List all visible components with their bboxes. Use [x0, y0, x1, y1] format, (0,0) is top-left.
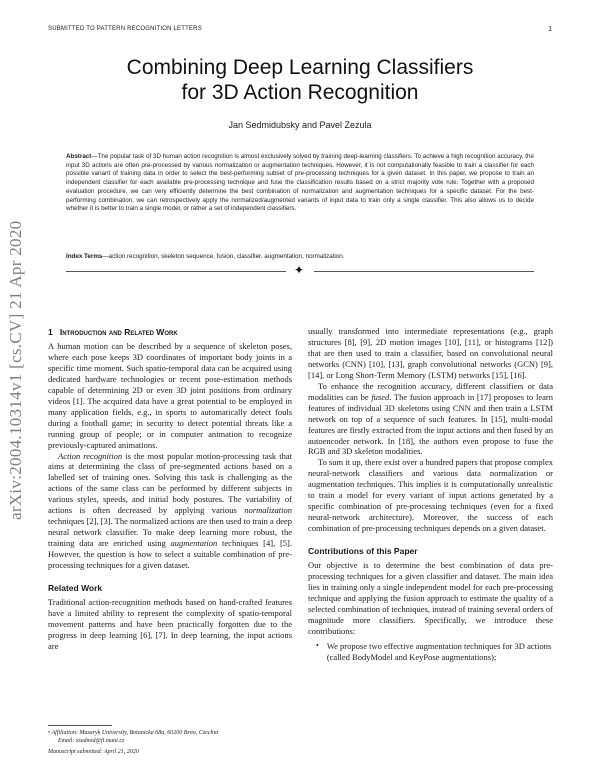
intro-paragraph-1: A human motion can be described by a sequence of skeleton poses, where each pose keeps 3D coordinates of important body joints in a specific time moment. Such spatio-temporal data can be acquired using dedicated hardware technologies or recent pose-estimation methods capable of determining 2D or even 3D joint positions from ordinary videos [1]. The acquired data have a great potential to be employed in many application fields, e.g., in sports to automatically detect fouls during a football game; in security to detect potential threats like a running group of people; or in computer animation to recognize previously-captured animations. — [48, 341, 292, 450]
related-work-paragraph: Traditional action-recognition methods based on hand-crafted features have a limited ability to represent the complexity of spatio-temporal movement patterns and have been practically forgotten due to the progress in deep learning [6], [7]. In deep learning, the input actions are — [48, 597, 292, 651]
em-action-recognition: Action recognition — [58, 450, 123, 461]
separator-rule-left — [66, 271, 286, 272]
em-fused: fused — [371, 391, 390, 402]
section-title: Introduction and Related Work — [59, 327, 178, 337]
abstract — [66, 153, 534, 214]
em-augmentation: augmentation — [170, 538, 218, 549]
section-number: 1 — [48, 327, 53, 337]
contributions-heading: Contributions of this Paper — [308, 546, 418, 557]
index-terms-text: —action recognition, skeleton sequence, fusion, classifier, augmentation, normalization. — [102, 253, 345, 260]
footnote-email: Email: xsedmid@fi.muni.cz — [58, 738, 125, 744]
arxiv-stamp: arXiv:2004.10314v1 [cs.CV] 21 Apr 2020 — [6, 220, 25, 520]
contribution-bullet-1-text: We propose two effective augmentation techniques for 3D actions (called BodyModel and KeyPose augmentations); — [326, 640, 552, 662]
separator-rule-right — [314, 271, 534, 272]
em-normalization: normalization — [244, 505, 292, 516]
footnote-rule — [48, 725, 112, 726]
bullet-icon: • — [316, 640, 319, 650]
footnote-affiliation — [48, 729, 292, 745]
index-terms-label: Index Terms — [66, 253, 103, 260]
index-terms — [66, 253, 534, 262]
left-column — [48, 327, 292, 652]
page-number: 1 — [548, 26, 552, 33]
intro-paragraph-2: Action recognition is the most popular motion-processing task that aims at determining the class of pre-segmented actions based on a labelled set of training ones. Solving this task is challenging as the actions of the same class can be performed by different subjects in various styles, speeds, and initial body postures. The variability of actions is often decreased by applying various normalization techniques [2], [3]. The normalized actions are then used to train a deep neural network classifier. To make deep learning more robust, the training data are enriched using augmentation techniques [4], [5]. However, the question is how to select a suitable combination of pre-processing techniques for a given dataset. — [48, 450, 293, 571]
running-head: SUBMITTED TO PATTERN RECOGNITION LETTERS — [48, 26, 202, 32]
footnote-affiliation-line: • Affiliation: Masaryk University, Botanicka 68a, 60200 Brno, Czechia — [48, 730, 219, 736]
abstract-label: Abstract — [66, 153, 92, 160]
paper-title — [0, 55, 600, 105]
authors: Jan Sedmidubsky and Pavel Zezula — [228, 120, 372, 130]
separator-diamond-icon: ✦ — [294, 263, 305, 277]
contributions-paragraph: Our objective is to determine the best combination of data pre-processing techniques for a given classifier and dataset. The main idea lies in training only a single independent model for each pre-processing technique and applying the fusion approach to estimate the quality of a selected combination of techniques, instead of training several orders of magnitude more classifiers. Specifically, we introduce these contributions: — [308, 560, 553, 636]
title-line-1: Combining Deep Learning Classifiers — [126, 56, 474, 79]
right-paragraph-1: usually transformed into intermediate representations (e.g., graph structures [8], [9], 2D motion images [10], [11], or histograms [12]) that are then used to train a classifier, based on convolutional neural networks (CNN) [10], [13], graph convolutional networks (GCN) [9], [14], or Long Short-Term Memory (LSTM) networks [15], [16]. — [308, 326, 553, 380]
right-paragraph-2: To enhance the recognition accuracy, different classifiers or data modalities can be fused. The fusion approach in [17] proposes to learn features of individual 3D skeletons using CNN and then train a LSTM network on top of a sequence of such features. In [15], multi-modal features are firstly extracted from the input actions and then fused by an autoencoder network. In [18], the authors even propose to fuse the RGB and 3D skeleton modalities. — [308, 380, 553, 457]
footnote-submitted: Manuscript submitted: April 21, 2020 — [48, 749, 139, 755]
section-heading — [48, 327, 292, 338]
title-line-2: for 3D Action Recognition — [181, 81, 419, 104]
related-work-heading: Related Work — [48, 583, 103, 594]
contribution-bullet-1 — [308, 641, 553, 663]
right-paragraph-3: To sum it up, there exist over a hundred papers that propose complex neural-network classifiers and various data normalization or augmentation techniques. This implies it is computationally unrealistic to train a model for every variant of input actions generated by a specific combination of pre-processing techniques (even for a fixed neural-network architecture). Moreover, the success of each combination of pre-processing techniques depends on a given dataset. — [308, 457, 553, 534]
right-column — [308, 326, 553, 663]
abstract-text: —The popular task of 3D human action recognition is almost exclusively solved by training deep-learning classifiers. To achieve a high recognition accuracy, the input 3D actions are often pre-processed by various normalization or augmentation techniques. However, it is not computationally feasible to train a classifier for each possible variant of training data in order to select the best-performing subset of pre-processing techniques for a given dataset. In this paper, we propose to train an independent classifier for each available pre-processing technique and fuse the classification results based on a strict majority vote rule. Together with a proposed evaluation procedure, we can very efficiently determine the best combination of normalization and augmentation techniques for a specific dataset. For the best-performing combination, we can retrospectively apply the normalized/augmented variants of input data to train only a single classifier. This also allows us to decide whether it is better to train a single model, or rather a set of independent classifiers. — [66, 153, 534, 213]
